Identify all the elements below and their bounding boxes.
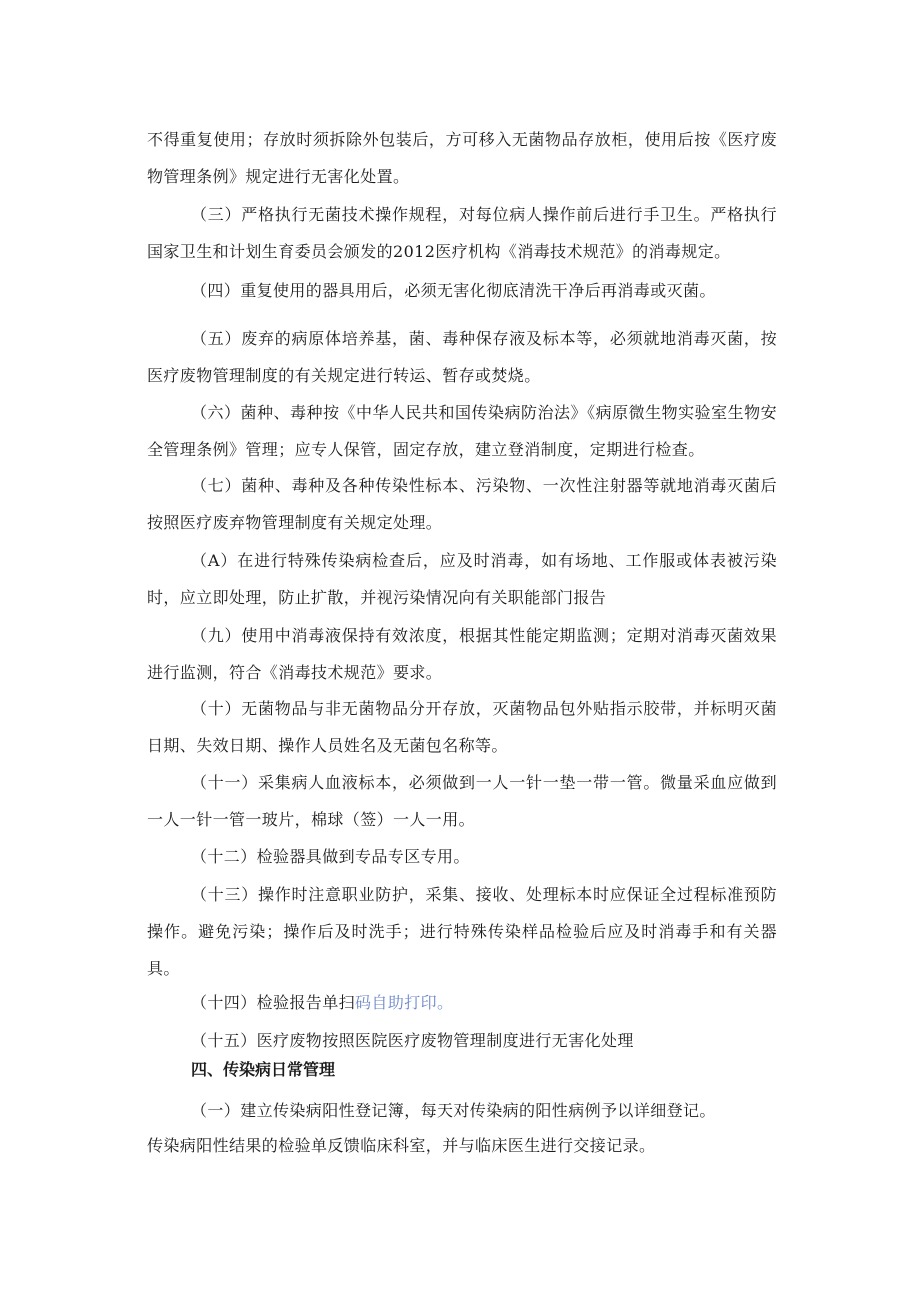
paragraph-item-6: （六）菌种、毒种按《中华人民共和国传染病防治法》《病原微生物实验室生物安全管理条例》管理；应专人保管，固定存放，建立登消制度，定期进行检查。 <box>147 403 777 459</box>
section-4-heading: 四、传染病日常管理 <box>191 1060 336 1079</box>
paragraph-item-10: （十）无菌物品与非无菌物品分开存放，灭菌物品包外贴指示胶带，并标明灭菌日期、失效日期、操作人员姓名及无菌包名称等。 <box>147 699 777 755</box>
paragraph-item-11: （十一）采集病人血液标本，必须做到一人一针一垫一带一管。微量采血应做到一人一针一管一玻片，棉球（签）一人一用。 <box>147 773 777 829</box>
paragraph-item-4: （四）重复使用的器具用后，必须无害化彻底清洗干净后再消毒或灭菌。 <box>191 281 716 300</box>
paragraph-item-5: （五）废弃的病原体培养基，菌、毒种保存液及标本等，必须就地消毒灭菌，按医疗废物管理制度的有关规定进行转运、暂存或焚烧。 <box>147 329 777 385</box>
paragraph-continuation: 不得重复使用；存放时须拆除外包装后，方可移入无菌物品存放柜，使用后按《医疗废物管理条例》规定进行无害化处置。 <box>147 130 777 186</box>
section-4-line-2: 传染病阳性结果的检验单反馈临床科室，并与临床医生进行交接记录。 <box>147 1136 656 1155</box>
paragraph-item-15: （十五）医疗废物按照医院医疗废物管理制度进行无害化处理 <box>191 1031 634 1050</box>
paragraph-item-3: （三）严格执行无菌技术操作规程，对每位病人操作前后进行手卫生。严格执行国家卫生和计划生育委员会颁发的2012医疗机构《消毒技术规范》的消毒规定。 <box>147 205 777 261</box>
item-14-link[interactable]: 码自助打印。 <box>355 993 454 1012</box>
paragraph-item-13: （十三）操作时注意职业防护，采集、接收、处理标本时应保证全过程标准预防操作。避免污染；操作后及时洗手；进行特殊传染样品检验后应及时消毒手和有关器具。 <box>147 885 777 978</box>
paragraph-item-14 <box>147 984 777 1021</box>
paragraph-item-9: （九）使用中消毒液保持有效浓度，根据其性能定期监测；定期对消毒灭菌效果进行监测，符合《消毒技术规范》要求。 <box>147 626 777 682</box>
item-14-text: （十四）检验报告单扫 <box>191 993 356 1012</box>
paragraph-item-12: （十二）检验器具做到专品专区专用。 <box>191 847 470 866</box>
section-4-item-1: （一）建立传染病阳性登记簿，每天对传染病的阳性病例予以详细登记。 <box>191 1101 716 1120</box>
paragraph-item-8: （A）在进行特殊传染病检查后，应及时消毒，如有场地、工作服或体表被污染时，应立即处理，防止扩散，并视污染情况向有关职能部门报告 <box>147 551 777 607</box>
paragraph-item-7: （七）菌种、毒种及各种传染性标本、污染物、一次性注射器等就地消毒灭菌后按照医疗废弃物管理制度有关规定处理。 <box>147 476 777 532</box>
